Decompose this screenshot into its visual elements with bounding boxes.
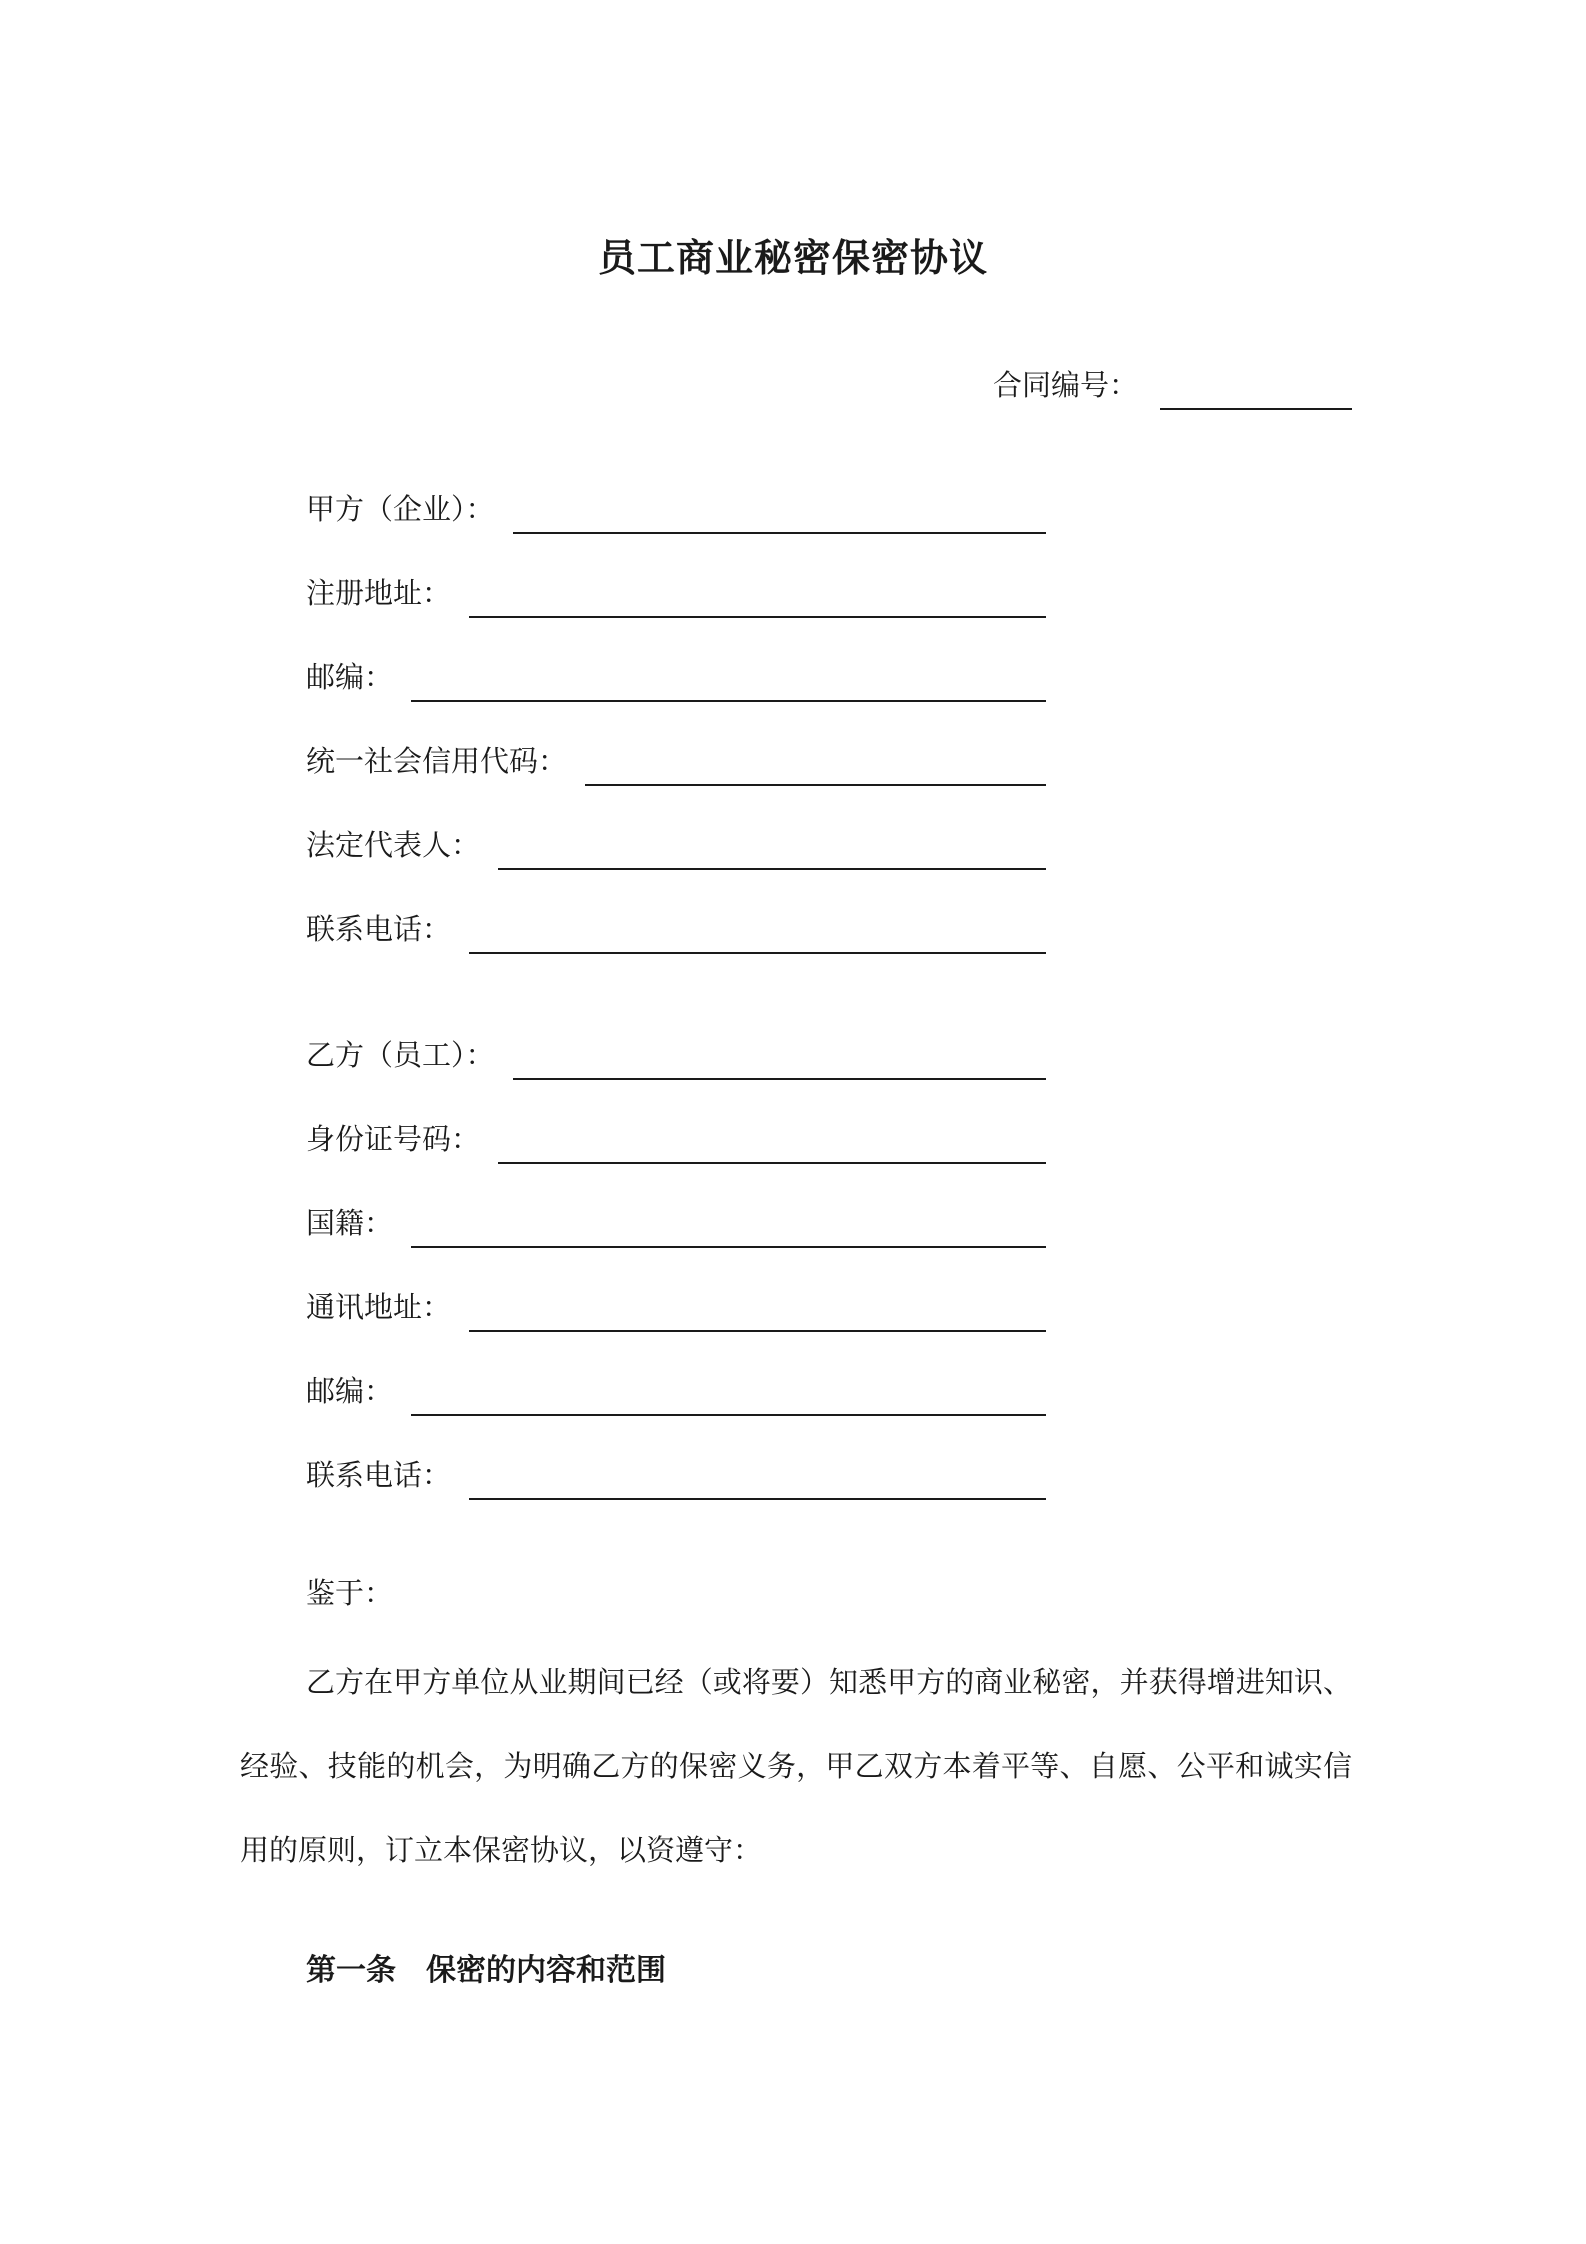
party-a-credit-code-label: 统一社会信用代码： [306, 744, 568, 778]
party-b-nationality-row [306, 1198, 1046, 1248]
party-a-legal-rep-blank[interactable] [498, 824, 1046, 870]
party-b-address-blank[interactable] [469, 1286, 1046, 1332]
party-a-postcode-label: 邮编： [306, 660, 394, 694]
party-b-id-label: 身份证号码： [306, 1122, 481, 1156]
whereas-label: 鉴于： [306, 1576, 394, 1610]
party-a-credit-code-row [306, 736, 1046, 786]
party-b-postcode-label: 邮编： [306, 1374, 394, 1408]
party-a-name-label: 甲方（企业）： [306, 492, 495, 526]
party-b-phone-blank[interactable] [469, 1454, 1046, 1500]
contract-number-label: 合同编号： [992, 368, 1138, 402]
party-a-credit-code-blank[interactable] [585, 740, 1046, 786]
party-a-name-row [306, 484, 1046, 534]
party-a-address-blank[interactable] [469, 572, 1046, 618]
party-a-phone-blank[interactable] [469, 908, 1046, 954]
party-b-address-row [306, 1282, 1046, 1332]
party-b-address-label: 通讯地址： [306, 1290, 452, 1324]
party-b-phone-row [306, 1450, 1046, 1500]
party-b-name-blank[interactable] [513, 1034, 1046, 1080]
party-a-address-label: 注册地址： [306, 576, 452, 610]
party-a-phone-label: 联系电话： [306, 912, 452, 946]
contract-number-row [993, 360, 1352, 410]
party-a-legal-rep-label: 法定代表人： [306, 828, 481, 862]
article-one-heading: 第一条 保密的内容和范围 [306, 1953, 666, 1988]
party-b-nationality-label: 国籍： [306, 1206, 394, 1240]
party-b-id-blank[interactable] [498, 1118, 1046, 1164]
party-b-nationality-blank[interactable] [411, 1202, 1046, 1248]
party-b-id-row [306, 1114, 1046, 1164]
party-a-postcode-blank[interactable] [411, 656, 1046, 702]
party-b-phone-label: 联系电话： [306, 1458, 452, 1492]
party-a-name-blank[interactable] [513, 488, 1046, 534]
document-title: 员工商业秘密保密协议 [597, 236, 988, 280]
preamble-paragraph: 乙方在甲方单位从业期间已经（或将要）知悉甲方的商业秘密，并获得增进知识、经验、技能的机会，为明确乙方的保密义务，甲乙双方本着平等、自愿、公平和诚实信用的原则，订立本保密协议，以资遵守： [240, 1665, 1352, 1867]
contract-number-blank[interactable] [1160, 364, 1352, 410]
party-b-postcode-row [306, 1366, 1046, 1416]
party-b-name-row [306, 1030, 1046, 1080]
party-a-legal-rep-row [306, 820, 1046, 870]
party-a-phone-row [306, 904, 1046, 954]
party-b-name-label: 乙方（员工）： [306, 1038, 495, 1072]
party-b-postcode-blank[interactable] [411, 1370, 1046, 1416]
party-a-postcode-row [306, 652, 1046, 702]
party-a-address-row [306, 568, 1046, 618]
